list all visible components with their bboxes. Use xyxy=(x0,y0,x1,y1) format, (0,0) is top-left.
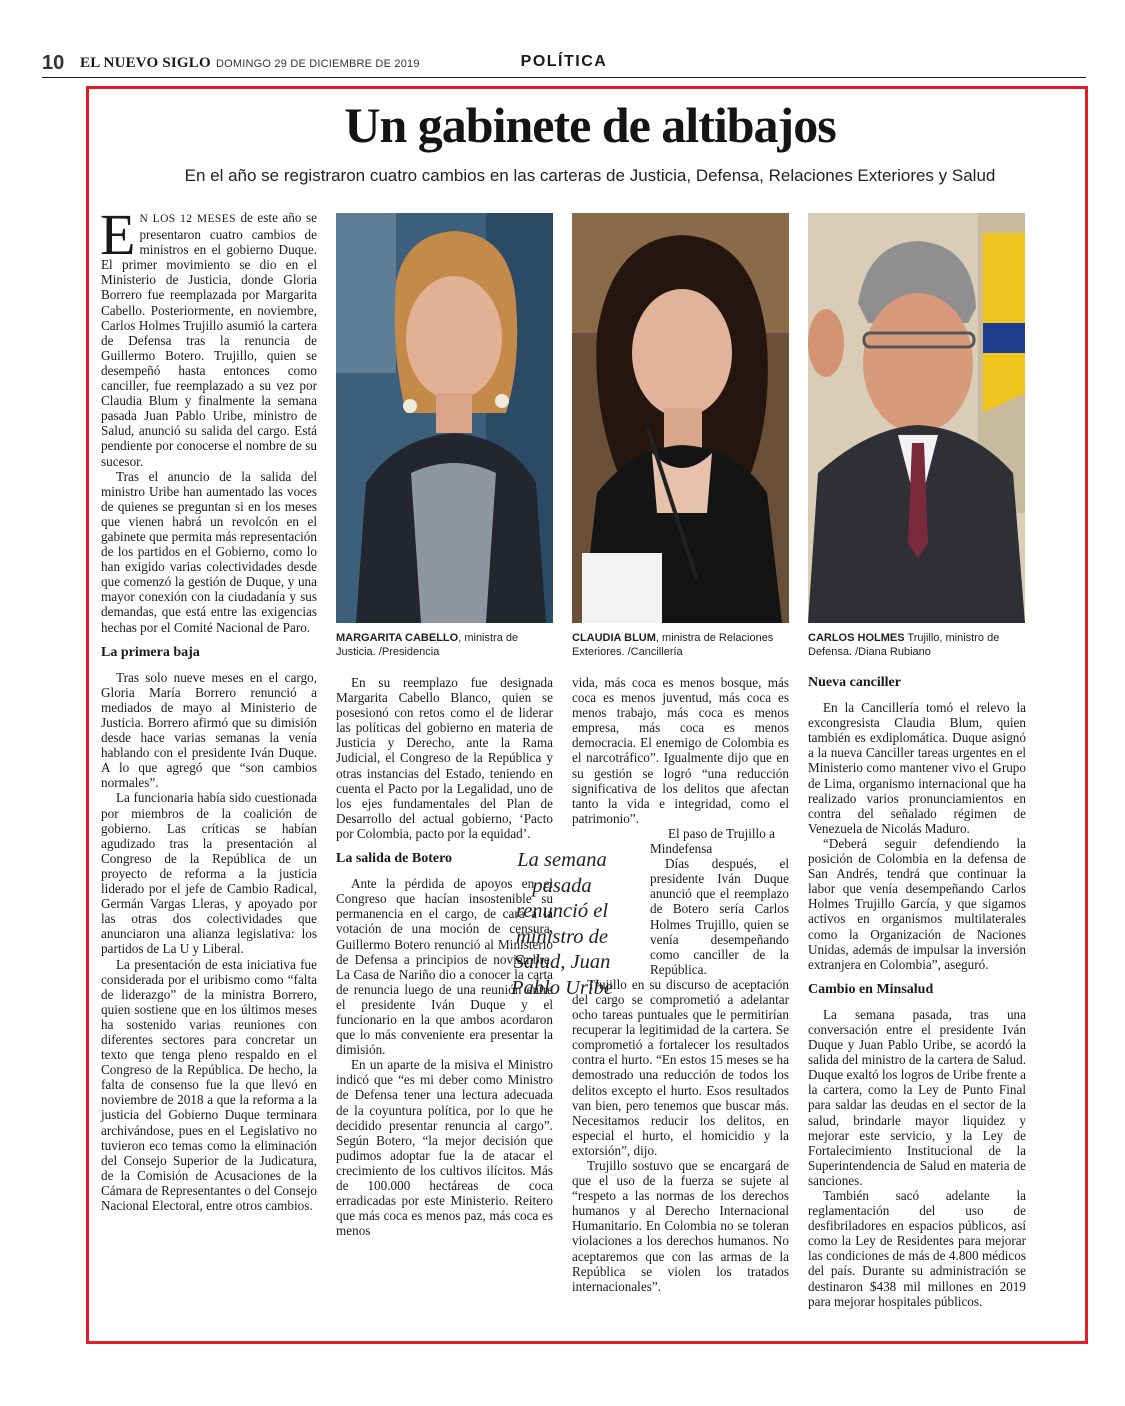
paragraph: Tras el anuncio de la salida del ministro Uribe han aumentado las voces de quienes se preguntan si en los meses que vienen habrá un revolcón en el gabinete que permita más representación de los partidos en el Gobierno, como lo han exigido varias colectividades desde que comenzó la gestión de Duque, y una mayor conexión con la ciudadanía y sus demandas, que está entre las exigencias hechas por el Comité Nacional de Paro. xyxy=(101,468,317,635)
lead-paragraph xyxy=(100,202,317,469)
paragraph: La semana pasada, tras una conversación entre el presidente Iván Duque y Juan Pablo Uribe, se acordó la salida del ministro de la cartera de Salud. Duque exaltó los logros de Uribe frente a la cartera, como la Ley de Punto Final para saldar las deudas en el sector de la salud, brindarle mayor liquidez y mejorar este servicio, y la Ley de Fortalecimiento Institucional de la Superintendencia de Salud en materia de sanciones. xyxy=(808,1006,1026,1188)
photo-carlos-holmes xyxy=(808,213,1025,623)
column-4 xyxy=(808,675,1026,1309)
paragraph: También sacó adelante la reglamentación del uso de desfibriladores en espacios públicos, así como la Ley de Residentes para mejorar las condiciones de más de 4.800 médicos del país. Durante su administración se destinaron $438 mil millones en 2019 para mejorar hospitales públicos. xyxy=(808,1188,1026,1309)
publication-date: DOMINGO 29 DE DICIEMBRE DE 2019 xyxy=(216,58,420,70)
paragraph: El paso de Trujillo a Mindefensa xyxy=(650,825,775,857)
caption-text: , ministra de Justicia. /Presidencia xyxy=(336,632,519,658)
paragraph: La funcionaria había sido cuestionada por miembros de la coalición de gobierno. Las críticas se habían agudizado tras la presentación al Congreso de la República de un proyecto de reforma a la justicia liderado por el jefe de Cambio Radical, Germán Vargas Lleras, y apoyado por las otras dos colectividades que anunciaron una alianza legislativa: los partidos de La U y Liberal. xyxy=(101,790,317,957)
paragraph: Días después, el presidente Iván Duque anunció que el reemplazo de Botero sería Carlos Holmes Trujillo, quien se venía desempeñando como canciller de la República. xyxy=(650,856,789,977)
paragraph: Tras solo nueve meses en el cargo, Gloria María Borrero renunció a mediados de mayo al Ministerio de Justicia. Borrero afirmó que su dimisión desde hace varias semanas la venía hablando con el presidente Iván Duque. A lo que agregó que “son cambios normales”. xyxy=(101,669,317,791)
subheading-primera-baja: La primera baja xyxy=(101,644,200,660)
page-number: 10 xyxy=(42,52,65,74)
caption-name: CARLOS HOLMES xyxy=(808,632,905,644)
masthead: EL NUEVO SIGLO xyxy=(80,55,211,71)
caption-text: Trujillo, ministro de Defensa. /Diana Rubiano xyxy=(808,632,1000,658)
paragraph: vida, más coca es menos bosque, más coca es menos juventud, más coca es menos trabajo, más coca es menos empresa, más coca es menos democracia. El enemigo de Colombia es el narcotráfico”. Igualmente dijo que en su gestión se logró “una reducción significativa de los delitos que afectan tanto la vida e integridad, como el patrimonio”. xyxy=(572,675,789,826)
headline: Un gabinete de altibajos xyxy=(344,97,836,153)
paragraph: “Deberá seguir defendiendo la posición de Colombia en la defensa de San Andrés, tendrá que continuar la labor que venía desempeñando Carlos Holmes Trujillo García, y que sigamos activos en organismos multilaterales como la Organización de Naciones Unidas, además de impulsar la inversión extranjera en Colombia”, aseguró. xyxy=(808,835,1026,972)
photo-claudia-blum xyxy=(572,213,789,623)
paragraph: Ante la pérdida de apoyos en el Congreso que hacían insostenible su permanencia en el cargo, de cara a la votación de una moción de censura, Guillermo Botero renunció al Ministerio de Defensa a principios de noviembre. La Casa de Nariño dio a conocer la carta de renuncia luego de una reunión entre el presidente Iván Duque y el funcionario en la que ambos acordaron que lo más conveniente era presentar la dimisión. xyxy=(336,876,553,1058)
paragraph: En un aparte de la misiva el Ministro indicó que “es mi deber como Ministro de Defensa tener una lectura adecuada de la coyuntura política, por lo que he decidido presentar renuncia al cargo”. Según Botero, “la mejor decisión que pudimos adoptar fue la de atacar el crecimiento de los cultivos ilícitos. Más de 100.000 hectáreas de coca erradicadas por este Ministerio. Reitero que más coca es menos paz, más coca es menos xyxy=(336,1057,553,1239)
paragraph: Trujillo en su discurso de aceptación del cargo se comprometió a adelantar ocho tareas puntuales que le permitirían recuperar la legitimidad de la cartera. Se comprometió a fortalecer los resultados contra el hurto. “En estos 15 meses se ha demostrado una reducción de todos los delitos excepto el hurto. Esos resultados van bien, pero tenemos que buscar más. Necesitamos reducir los delitos, en especial el hurto, el homicidio y la extorsión”, dijo. xyxy=(572,976,789,1158)
caption-carlos-holmes xyxy=(808,631,1025,659)
section-title: POLÍTICA xyxy=(520,53,608,70)
lead-caps: N LOS 12 MESES xyxy=(139,213,236,225)
column-1 xyxy=(100,202,317,1213)
lead-text: de este año se presentaron cuatro cambios de ministros en el gobierno Duque. El primer movimiento se dio en el Ministerio de Justicia, donde Gloria Borrero fue reemplazada por Margarita Cabello. Posteriormente, en noviembre, Carlos Holmes Trujillo asumió la cartera de Defensa tras la renuncia de Guillermo Botero. Trujillo, quien se desempeñó hasta entonces como canciller, fue reemplazado a su vez por Claudia Blum y finalmente la semana pasada Juan Pablo Uribe, ministro de Salud, anunció su salida del cargo. Está pendiente por conocerse el nombre de su sucesor. xyxy=(101,210,317,469)
subheading-minsalud: Cambio en Minsalud xyxy=(808,981,934,997)
drop-cap: E xyxy=(100,202,136,267)
paragraph: Trujillo sostuvo que se encargará de que el uso de la fuerza se sujete al “respeto a las normas de los derechos humanos y al Derecho Internacional Humanitario. En Colombia no se toleran violaciones a los derechos humanos. No aceptaremos que con las armas de la República se violen los tratados internacionales”. xyxy=(572,1158,789,1294)
paragraph: La presentación de esta iniciativa fue considerada por el uribismo como “falta de liderazgo” de la ministra Borrero, quien sostiene que en los últimos meses ha sostenido varias reuniones con diferentes sectores para concretar un texto que tenga pleno respaldo en el Congreso de la República. De hecho, la falta de consenso fue la que llevó en noviembre de 2018 a que la reforma a la justicia del Gobierno Duque terminara archivándose, pues en el Legislativo no tuvieron eco temas como la eliminación del Consejo Superior de la Judicatura, de la Comisión de Acusaciones de la Cámara de Representantes o del Consejo Nacional Electoral, entre otros cambios. xyxy=(101,956,317,1213)
paragraph: En la Cancillería tomó el relevo la excongresista Claudia Blum, quien también es exdiplomática. Duque asignó a la nueva Canciller tareas urgentes en el Ministerio como mantener vivo el Grupo de Lima, organismo internacional que ha realizado varios pronunciamientos en contra del señalado régimen de Venezuela de Nicolás Maduro. xyxy=(808,700,1026,836)
subheadline: En el año se registraron cuatro cambios en las carteras de Justicia, Defensa, Relaciones Exteriores y Salud xyxy=(184,166,996,185)
page-header xyxy=(42,50,1086,78)
paragraph: En su reemplazo fue designada Margarita Cabello Blanco, quien se posesionó con retos como el de liderar las políticas del gobierno en materia de Justicia y Derecho, ante la Rama Judicial, el Congreso de la República y otras instancias del Estado, teniendo en cuenta el Pacto por la Legalidad, uno de los ejes fundamentales del Plan de Desarrollo del actual gobierno, ‘Pacto por Colombia, pacto por la equidad’. xyxy=(336,675,553,841)
subheading-nueva-canciller: Nueva canciller xyxy=(808,675,901,690)
caption-margarita-cabello xyxy=(336,631,553,659)
caption-name: MARGARITA CABELLO xyxy=(336,632,459,644)
caption-text: , ministra de Relaciones Exteriores. /Cancillería xyxy=(572,632,774,658)
caption-name: CLAUDIA BLUM xyxy=(572,632,656,644)
caption-claudia-blum xyxy=(572,631,789,659)
pull-quote: La semana pasada renunció el ministro de Salud, Juan Pablo Uribe xyxy=(511,849,613,999)
subheading-salida-botero: La salida de Botero xyxy=(336,851,453,867)
photo-margarita-cabello xyxy=(336,213,553,623)
